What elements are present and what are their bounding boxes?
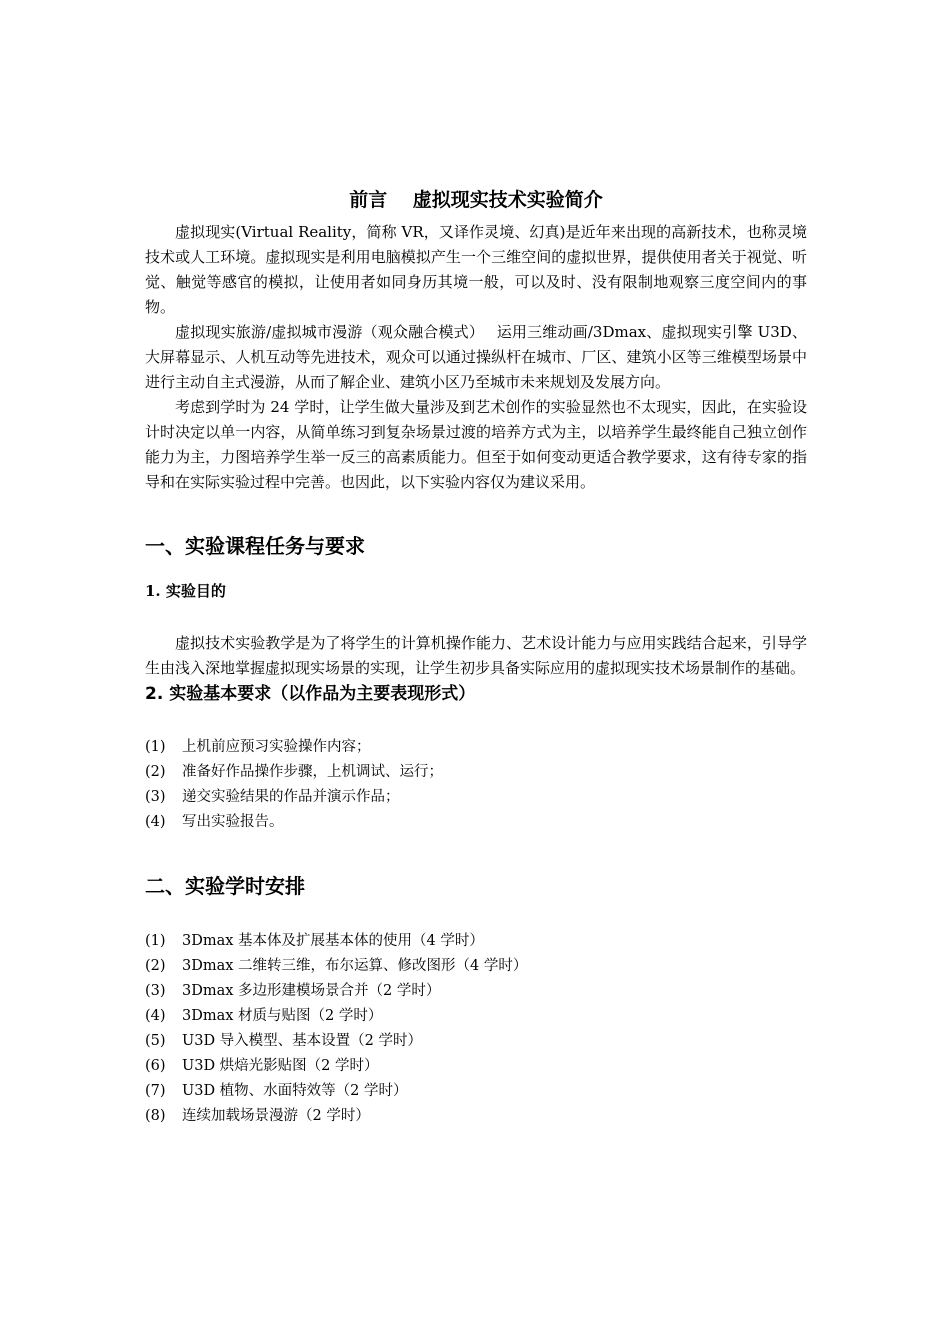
list-item-text: U3D 烘焙光影贴图（2 学时） <box>182 1058 379 1074</box>
list-item-number: (4) <box>145 1008 166 1024</box>
list-item <box>145 979 807 1004</box>
list-item-text: 3Dmax 基本体及扩展基本体的使用（4 学时） <box>182 933 484 949</box>
list-item-number: (2) <box>145 958 166 974</box>
list-item-text: 准备好作品操作步骤，上机调试、运行； <box>182 764 443 780</box>
spacer <box>145 901 807 929</box>
subsection-heading: 1. 实验目的 <box>145 582 226 600</box>
subsection-heading: 2. 实验基本要求（以作品为主要表现形式） <box>145 684 476 704</box>
page-title: 前言 虚拟现实技术实验简介 <box>349 189 603 211</box>
list-item-number: (3) <box>145 983 166 999</box>
list-item-number: (8) <box>145 1108 166 1124</box>
list-item-text: 写出实验报告。 <box>182 814 284 830</box>
list-item-number: (1) <box>145 739 166 755</box>
list-item-text: 连续加载场景漫游（2 学时） <box>182 1108 370 1124</box>
intro-paragraph: 虚拟现实(Virtual Reality，简称 VR，又译作灵境、幻真)是近年来出现的高新技术，也称灵境技术或人工环境。虚拟现实是利用电脑模拟产生一个三维空间的虚拟世界，提供使用者关于视觉、听觉、触觉等感官的模拟，让使用者如同身历其境一般，可以及时、没有限制地观察三度空间内的事物。 <box>145 223 807 316</box>
list-item <box>145 810 807 835</box>
list-item-text: U3D 导入模型、基本设置（2 学时） <box>182 1033 423 1049</box>
list-item <box>145 954 807 979</box>
spacer <box>145 561 807 579</box>
list-item <box>145 1079 807 1104</box>
list-item <box>145 1054 807 1079</box>
list-item <box>145 929 807 954</box>
list-item-number: (4) <box>145 814 166 830</box>
intro-paragraph: 考虑到学时为 24 学时，让学生做大量涉及到艺术创作的实验显然也不太现实，因此，在实验设计时决定以单一内容，从简单练习到复杂场景过渡的培养方式为主，以培养学生最终能自己独立创作能力为主，力图培养学生举一反三的高素质能力。但至于如何变动更适合教学要求，这有待专家的指导和在实际实验过程中完善。也因此，以下实验内容仅为建议采用。 <box>145 398 807 491</box>
purpose-paragraph: 虚拟技术实验教学是为了将学生的计算机操作能力、艺术设计能力与应用实践结合起来，引导学生由浅入深地掌握虚拟现实场景的实现，让学生初步具备实际应用的虚拟现实技术场景制作的基础。 <box>145 634 807 677</box>
list-item-text: 3Dmax 二维转三维，布尔运算、修改图形（4 学时） <box>182 958 528 974</box>
spacer <box>145 707 807 735</box>
list-item-number: (3) <box>145 789 166 805</box>
list-item <box>145 785 807 810</box>
list-item-number: (6) <box>145 1058 166 1074</box>
list-item-text: 3Dmax 多边形建模场景合并（2 学时） <box>182 983 441 999</box>
list-item <box>145 760 807 785</box>
intro-paragraph: 虚拟现实旅游/虚拟城市漫游（观众融合模式） 运用三维动画/3Dmax、虚拟现实引擎 U3D、大屏幕显示、人机互动等先进技术，观众可以通过操纵杆在城市、厂区、建筑小区等三维模型场景中进行主动自主式漫游，从而了解企业、建筑小区乃至城市未来规划及发展方向。 <box>145 323 807 391</box>
list-item-text: 3Dmax 材质与贴图（2 学时） <box>182 1008 383 1024</box>
spacer <box>145 495 807 531</box>
list-item-number: (5) <box>145 1033 166 1049</box>
list-item-text: 上机前应预习实验操作内容； <box>182 739 371 755</box>
list-item-number: (7) <box>145 1083 166 1099</box>
list-item <box>145 1029 807 1054</box>
document-body <box>145 186 807 1129</box>
spacer <box>145 603 807 631</box>
list-item-number: (2) <box>145 764 166 780</box>
section-heading: 二、实验学时安排 <box>145 874 305 898</box>
schedule-list <box>145 929 807 1129</box>
list-item <box>145 1004 807 1029</box>
requirements-list <box>145 735 807 835</box>
list-item <box>145 1104 807 1129</box>
spacer <box>145 835 807 871</box>
list-item <box>145 735 807 760</box>
section-heading: 一、实验课程任务与要求 <box>145 534 365 558</box>
list-item-text: 递交实验结果的作品并演示作品； <box>182 789 400 805</box>
list-item-text: U3D 植物、水面特效等（2 学时） <box>182 1083 408 1099</box>
list-item-number: (1) <box>145 933 166 949</box>
